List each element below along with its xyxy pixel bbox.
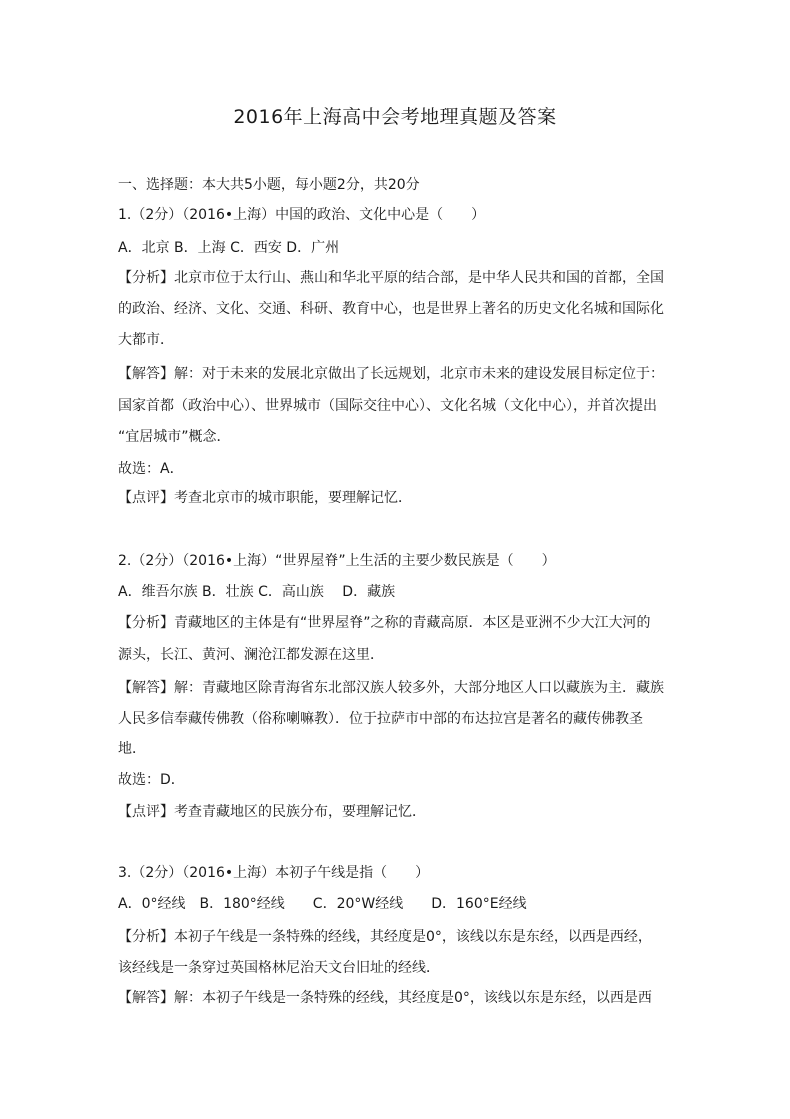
question-3-solution-line: 【解答】解：本初子午线是一条特殊的经线，其经度是0°，该线以东是东经，以西是西 [118,990,652,1006]
question-1-solution-line: 【解答】解：对于未来的发展北京做出了长远规划，北京市未来的建设发展目标定位于： [118,366,664,382]
question-3-stem: 3.（2分）（2016•上海）本初子午线是指（ ） [118,865,430,881]
question-1-options: A．北京 B．上海 C．西安 D．广州 [118,240,340,256]
question-2-options: A．维吾尔族 B．壮族 C．高山族 D．藏族 [118,584,396,600]
question-1-stem: 1.（2分）（2016•上海）中国的政治、文化中心是（ ） [118,207,486,223]
question-1-review: 【点评】考查北京市的城市职能，要理解记忆． [118,490,412,506]
question-3-options: A．0°经线 B．180°经线 C．20°W经线 D．160°E经线 [118,896,527,912]
question-2-solution-line: 人民多信奉藏传佛教（俗称喇嘛教）．位于拉萨市中部的布达拉宫是著名的藏传佛教圣 [118,711,643,727]
question-2-review: 【点评】考查青藏地区的民族分布，要理解记忆． [118,804,426,820]
question-2-stem: 2.（2分）（2016•上海）“世界屋脊”上生活的主要少数民族是（ ） [118,553,556,569]
question-1-choice: 故选：A． [118,461,184,477]
question-2-analysis-line: 【分析】青藏地区的主体是有“世界屋脊”之称的青藏高原．本区是亚洲不少大江大河的 [118,615,651,631]
question-2-choice: 故选：D． [118,772,185,788]
question-2-analysis-line: 源头，长江、黄河、澜沧江都发源在这里． [118,647,384,663]
section-heading: 一、选择题：本大共5小题，每小题2分，共20分 [118,177,420,193]
question-3-analysis-line: 【分析】本初子午线是一条特殊的经线，其经度是0°，该线以东是东经，以西是西经， [118,929,652,945]
question-1-analysis-line: 的政治、经济、文化、交通、科研、教育中心，也是世界上著名的历史文化名城和国际化 [118,301,664,317]
document-title: 2016年上海高中会考地理真题及答案 [233,106,557,128]
question-3-analysis-line: 该经线是一条穿过英国格林尼治天文台旧址的经线． [118,960,440,976]
question-1-solution-line: “宜居城市”概念． [118,429,231,445]
question-1-solution-line: 国家首都（政治中心）、世界城市（国际交往中心）、文化名城（文化中心），并首次提出 [118,398,657,414]
question-2-solution-line: 地． [118,741,146,757]
question-2-solution-line: 【解答】解：青藏地区除青海省东北部汉族人较多外，大部分地区人口以藏族为主．藏族 [118,680,664,696]
question-1-analysis-line: 大都市． [118,332,174,348]
question-1-analysis-line: 【分析】北京市位于太行山、燕山和华北平原的结合部，是中华人民共和国的首都，全国 [118,270,664,286]
